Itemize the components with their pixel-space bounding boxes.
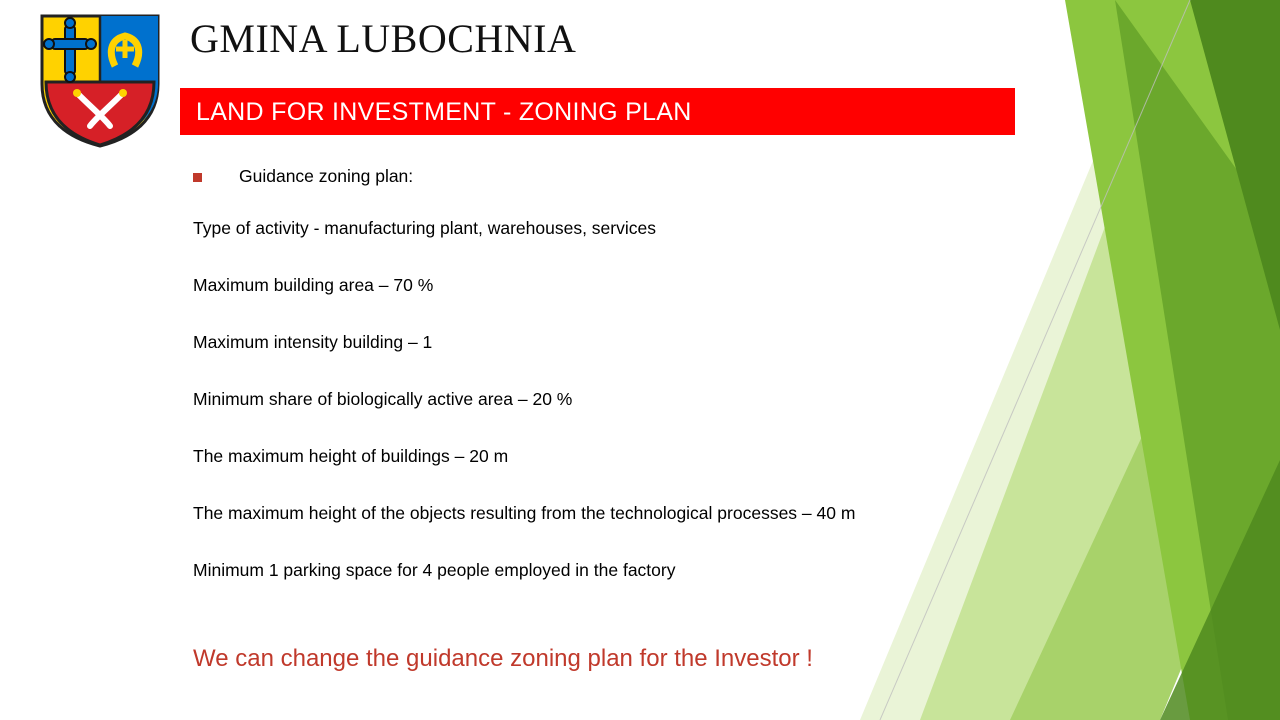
bullet-label: Guidance zoning plan: [239,166,414,186]
bullet-item [193,165,1023,187]
square-bullet-icon [193,173,202,182]
detail-line: Maximum building area – 70 % [193,275,434,295]
section-banner-label: LAND FOR INVESTMENT - ZONING PLAN [196,98,692,126]
detail-line: Type of activity - manufacturing plant, warehouses, services [193,218,656,238]
content-body [193,165,1023,581]
detail-line: The maximum height of buildings – 20 m [193,446,509,466]
section-banner [180,88,1015,135]
detail-line: Minimum 1 parking space for 4 people employed in the factory [193,560,676,580]
page-title: GMINA LUBOCHNIA [190,16,577,61]
coat-of-arms-icon [36,10,164,150]
detail-line: The maximum height of the objects resulting from the technological processes – 40 m [193,503,856,523]
closing-statement: We can change the guidance zoning plan for the Investor ! [193,645,813,672]
detail-line: Minimum share of biologically active area – 20 % [193,389,573,409]
detail-line: Maximum intensity building – 1 [193,332,433,352]
